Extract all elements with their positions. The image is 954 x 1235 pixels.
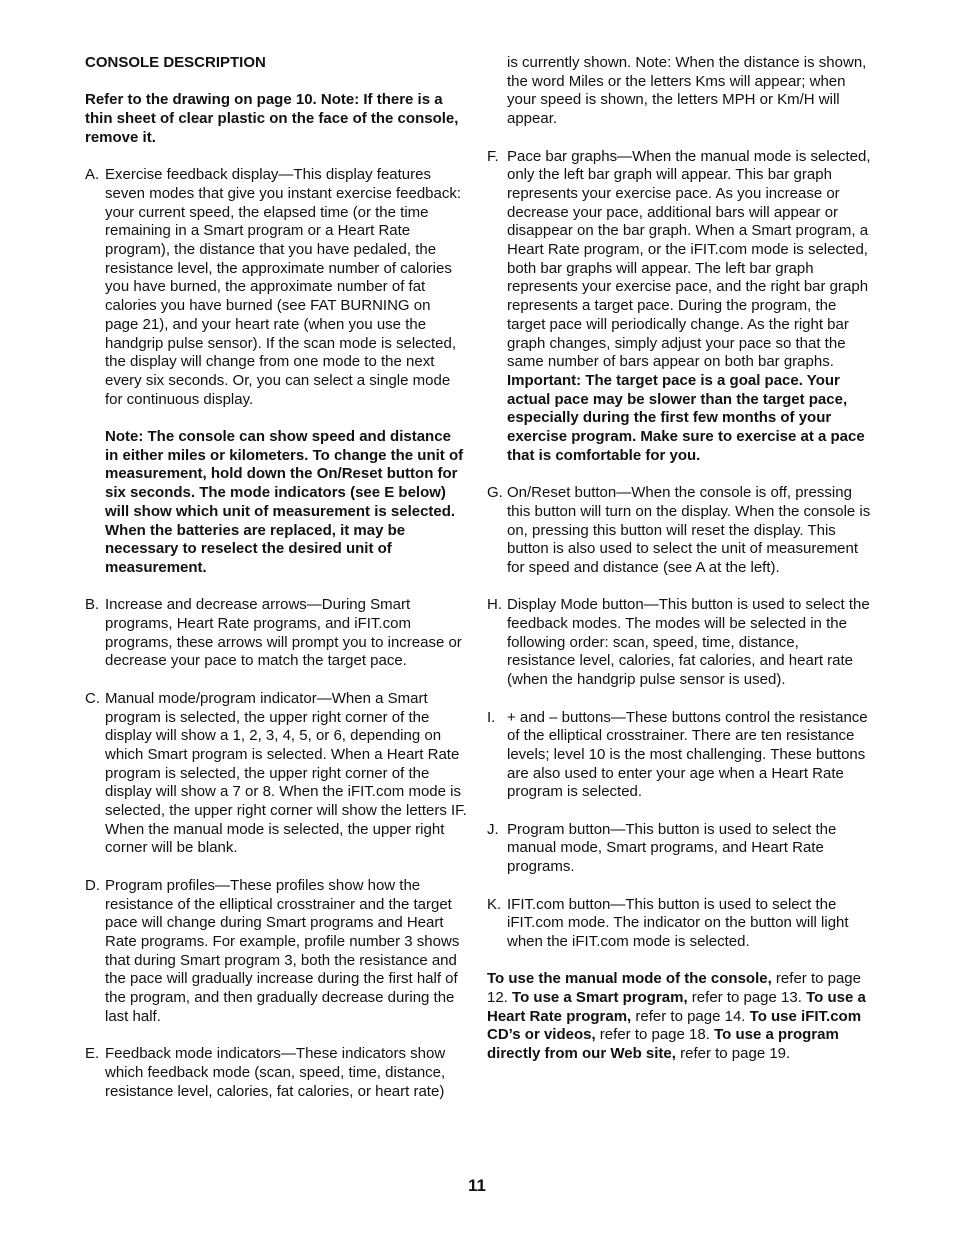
item-text: On/Reset button—When the console is off, pressing this button will turn on the display. When the console is on, pressing this button will reset the display. This button is also used to select the unit of measurement for speed and distance (see A at the left). (507, 484, 871, 576)
item-letter: A. (85, 166, 100, 184)
item-letter: G. (487, 484, 503, 502)
closing-bold-4: To use iFIT.com CD’s or videos, (487, 1007, 862, 1044)
item-important: Important: The target pace is a goal pace. Your actual pace may be slower than the target pace, especially during the first few months of your exercise program. Make sure to exercise at a pace that is comfortable for you. (507, 371, 865, 464)
item-f-pace-bar-graphs (487, 148, 871, 466)
closing-text-2: refer to page 13. (687, 989, 807, 1007)
item-g-on-reset-button (487, 484, 871, 578)
closing-paragraph (487, 970, 871, 1064)
item-c-manual-mode-indicator (85, 690, 467, 858)
closing-text-4: refer to page 18. (595, 1026, 715, 1044)
item-letter: E. (85, 1045, 100, 1063)
item-i-plus-minus-buttons (487, 709, 871, 803)
closing-text-1: refer to page 12. (487, 970, 861, 1007)
item-h-display-mode-button (487, 596, 871, 690)
item-text: Program profiles—These profiles show how the resistance of the elliptical crosstrainer and the target pace will change during Smart programs and Heart Rate programs. For example, profile number 3 shows that during Smart program 3, both the resistance and the pace will gradually increase during the first half of the program, and then gradually decrease during the last half. (105, 876, 460, 1025)
item-letter: J. (487, 820, 499, 838)
item-letter: F. (487, 147, 499, 165)
item-k-ifit-button (487, 896, 871, 952)
item-text: Exercise feedback display—This display features seven modes that give you instant exercise feedback: your current speed, the elapsed time (or the time remaining in a Smart program or a Heart Rate program), the distance that you have pedaled, the resistance level, the approximate number of calories you have burned, the approximate number of fat calories you have burned (see FAT BURNING on page 21), and your heart rate (when you use the handgrip pulse sensor). If the scan mode is selected, the display will change from one mode to the next every six seconds. Or, you can select a single mode for continuous display. (105, 166, 462, 408)
item-letter: K. (487, 895, 502, 913)
left-column (85, 54, 467, 1120)
section-heading: CONSOLE DESCRIPTION (85, 54, 266, 71)
closing-bold-2: To use a Smart program, (512, 989, 688, 1007)
item-note: Note: The console can show speed and distance in either miles or kilometers. To change the unit of measurement, hold down the On/Reset button for six seconds. The mode indicators (see E below) will show which unit of measurement is selected. When the batteries are replaced, it may be necessary to reselect the desired unit of measurement. (105, 428, 464, 576)
item-letter: C. (85, 689, 100, 707)
item-text: Display Mode button—This button is used to select the feedback modes. The modes will be selected in the following order: scan, speed, time, distance, resistance level, calories, fat calories, and heart rate (when the handgrip pulse sensor is used). (507, 596, 870, 689)
item-e-continued: is currently shown. Note: When the distance is shown, the word Miles or the letters Kms will appear; when your speed is shown, the letters MPH or Km/H will appear. (507, 54, 867, 128)
item-text: + and – buttons—These buttons control the resistance of the elliptical crosstrainer. There are ten resistance levels; level 10 is the most challenging. These buttons are also used to enter your age when a Heart Rate program is selected. (507, 708, 868, 801)
item-text: Program button—This button is used to select the manual mode, Smart programs, and Heart Rate programs. (507, 820, 837, 876)
item-letter: D. (85, 876, 100, 894)
item-text: Increase and decrease arrows—During Smart programs, Heart Rate programs, and iFIT.com programs, these arrows will prompt you to increase or decrease your pace to match the target pace. (105, 596, 462, 670)
item-e-feedback-mode-indicators (85, 1045, 467, 1101)
right-column (487, 54, 871, 1083)
item-d-program-profiles (85, 877, 467, 1027)
item-text: Feedback mode indicators—These indicators show which feedback mode (scan, speed, time, distance, resistance level, calories, fat calories, or heart rate) (105, 1045, 446, 1100)
item-a-exercise-feedback-display (85, 166, 467, 577)
item-letter: B. (85, 596, 100, 614)
intro-note: Refer to the drawing on page 10. Note: If there is a thin sheet of clear plastic on the face of the console, remove it. (85, 91, 459, 146)
closing-bold-3: To use a Heart Rate program, (487, 989, 866, 1025)
item-text: Manual mode/program indicator—When a Smart program is selected, the upper right corner of the display will show a 1, 2, 3, 4, 5, or 6, depending on which Smart program is selected. When a Heart Rate program is selected, the upper right corner of the display will show a 7 or 8. When the iFIT.com mode is selected, the upper right corner will show the letters IF. When the manual mode is selected, the upper right corner will be blank. (105, 689, 467, 857)
closing-bold-1: To use the manual mode of the console, (487, 970, 772, 988)
item-letter: I. (487, 708, 496, 726)
item-text: IFIT.com button—This button is used to select the iFIT.com mode. The indicator on the button will light when the iFIT.com mode is selected. (507, 895, 849, 950)
page-number: 11 (468, 1176, 486, 1195)
item-letter: H. (487, 596, 502, 614)
closing-bold-5: To use a program directly from our Web site, (487, 1026, 839, 1063)
closing-text-3: refer to page 14. (631, 1007, 750, 1025)
item-b-increase-decrease-arrows (85, 596, 467, 671)
item-text: Pace bar graphs—When the manual mode is selected, only the left bar graph will appear. This bar graph represents your exercise pace. As you increase or decrease your pace, additional bars will appear or disappear on the bar graph. When a Smart program, a Heart Rate program, or the iFIT.com mode is selected, both bar graphs will appear. The left bar graph represents your exercise pace, and the right bar graph represents a target pace. During the program, the target pace will periodically change. As the right bar graph changes, simply adjust your pace so that the same number of bars appear on both bar graphs. (507, 147, 871, 371)
item-j-program-button (487, 821, 871, 877)
closing-text-5: refer to page 19. (675, 1045, 791, 1063)
